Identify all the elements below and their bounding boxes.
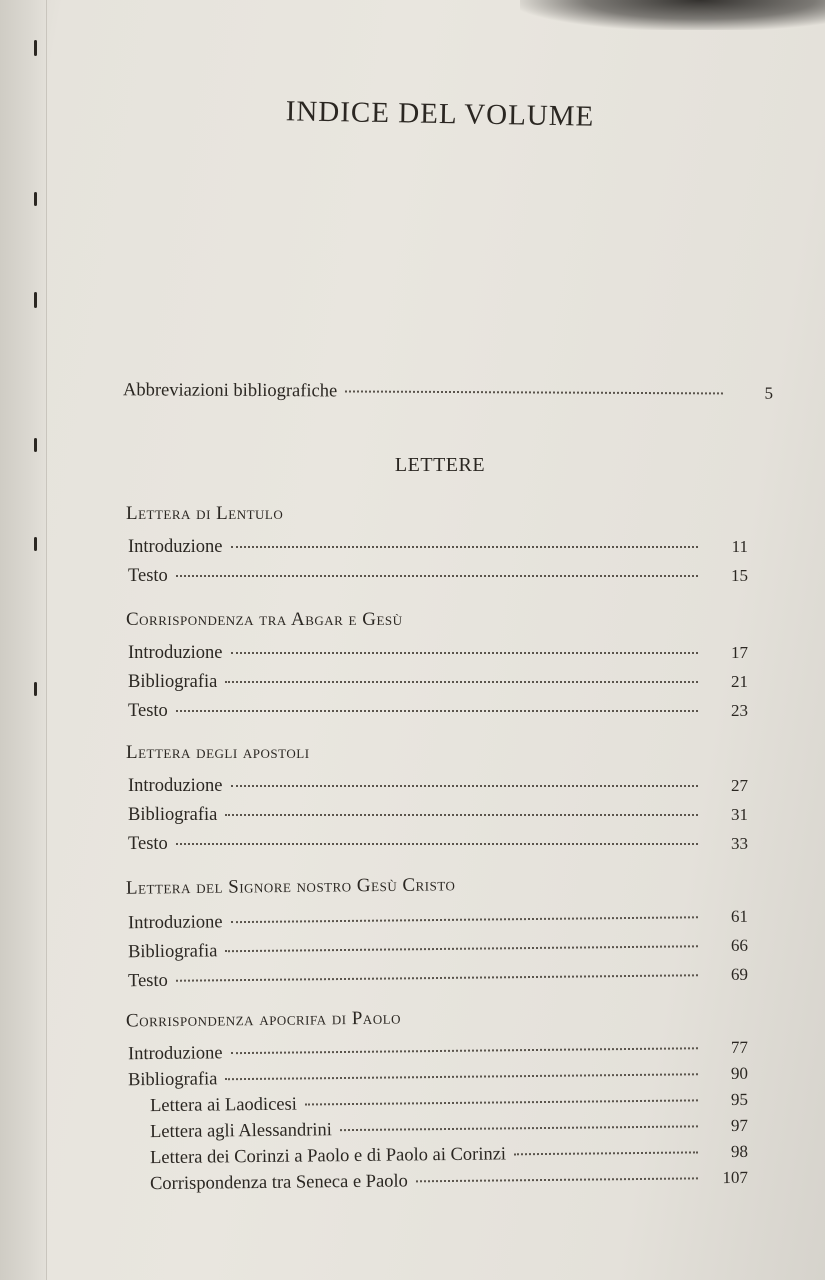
toc-entry xyxy=(150,1140,748,1170)
toc-entry-page: 33 xyxy=(731,834,748,853)
section-heading: LETTERE xyxy=(394,454,486,476)
toc-entry-label: Introduzione xyxy=(127,912,223,934)
toc-entry xyxy=(150,1088,748,1118)
toc-entry-page: 95 xyxy=(730,1089,749,1110)
toc-entry-label: Introduzione xyxy=(128,537,223,557)
leader-dots xyxy=(176,575,698,577)
toc-entry xyxy=(128,934,748,964)
toc-entry-page: 66 xyxy=(730,935,749,955)
toc-entry-page: 61 xyxy=(730,906,749,926)
leader-dots xyxy=(225,945,698,952)
toc-entry-label: Bibliografia xyxy=(128,672,218,692)
toc-entry xyxy=(128,670,748,694)
toc-entry-page: 90 xyxy=(730,1063,749,1083)
leader-dots xyxy=(225,681,698,683)
toc-entry-page: 21 xyxy=(731,672,748,691)
toc-group-heading: Corrispondenza apocrifa di Paolo xyxy=(125,1007,402,1032)
toc-entry-page: 11 xyxy=(731,537,748,556)
leader-dots xyxy=(345,390,723,394)
toc-entry xyxy=(128,564,748,588)
leader-dots xyxy=(231,916,698,923)
toc-entry-label: Bibliografia xyxy=(127,941,218,963)
toc-entry-page: 69 xyxy=(730,964,749,984)
leader-dots xyxy=(416,1177,698,1182)
toc-group-heading: Lettera degli apostoli xyxy=(126,742,310,763)
toc-entry-page: 97 xyxy=(730,1115,749,1136)
toc-entry-label: Abbreviazioni bibliografiche xyxy=(122,380,338,402)
toc-entry-label: Testo xyxy=(128,701,168,721)
leader-dots xyxy=(231,785,698,787)
toc-group-heading: Lettera del Signore nostro Gesù Cristo xyxy=(125,874,456,899)
toc-entry xyxy=(150,1114,748,1144)
toc-entry-page: 77 xyxy=(730,1037,749,1057)
toc-entry-page: 23 xyxy=(731,701,748,720)
leader-dots xyxy=(231,546,698,548)
toc-entry-label: Introduzione xyxy=(128,643,223,663)
toc-entry xyxy=(150,1166,748,1196)
toc-entry-label: Lettera ai Laodicesi xyxy=(149,1094,298,1117)
leader-dots xyxy=(305,1099,698,1105)
leader-dots xyxy=(225,814,698,816)
leader-dots xyxy=(176,710,698,712)
toc-entry xyxy=(128,963,748,993)
toc-entry-label: Bibliografia xyxy=(128,805,218,825)
toc-entry xyxy=(128,803,748,827)
toc-entry xyxy=(128,699,748,723)
toc-entry xyxy=(128,832,748,856)
toc-entry-label: Testo xyxy=(128,834,168,854)
toc-entry-label: Testo xyxy=(127,970,168,992)
toc-entry-label: Introduzione xyxy=(127,1043,223,1065)
page-title: INDICE DEL VOLUME xyxy=(285,95,595,133)
toc-entry xyxy=(128,1036,748,1066)
toc-entry-abbreviations xyxy=(123,378,773,405)
leader-dots xyxy=(231,652,698,654)
toc-entry-label: Bibliografia xyxy=(127,1069,218,1091)
toc-entry xyxy=(128,905,748,935)
toc-group-heading: Corrispondenza tra Abgar e Gesù xyxy=(126,609,403,630)
toc-entry xyxy=(128,641,748,665)
toc-entry-page: 98 xyxy=(730,1141,749,1162)
leader-dots xyxy=(176,843,698,845)
leader-dots xyxy=(176,974,698,981)
toc-entry-label: Lettera dei Corinzi a Paolo e di Paolo ai Corinzi xyxy=(149,1144,507,1169)
leader-dots xyxy=(340,1125,698,1131)
toc-entry xyxy=(128,774,748,798)
leader-dots xyxy=(231,1047,698,1054)
toc-entry-label: Corrispondenza tra Seneca e Paolo xyxy=(149,1171,408,1195)
toc-entry-label: Testo xyxy=(128,566,168,586)
toc-entry-page: 27 xyxy=(731,776,748,795)
toc-group-heading: Lettera di Lentulo xyxy=(126,503,284,524)
toc-entry-label: Introduzione xyxy=(128,776,223,796)
leader-dots xyxy=(225,1073,698,1080)
toc-entry-page: 31 xyxy=(731,805,748,824)
toc-entry xyxy=(128,535,748,559)
toc-entry xyxy=(128,1062,748,1092)
leader-dots xyxy=(514,1151,698,1155)
toc-entry-page: 107 xyxy=(722,1167,749,1188)
toc-entry-page: 15 xyxy=(731,566,748,585)
toc-entry-page: 5 xyxy=(764,383,774,403)
toc-entry-page: 17 xyxy=(731,643,748,662)
toc-entry-label: Lettera agli Alessandrini xyxy=(149,1120,332,1143)
